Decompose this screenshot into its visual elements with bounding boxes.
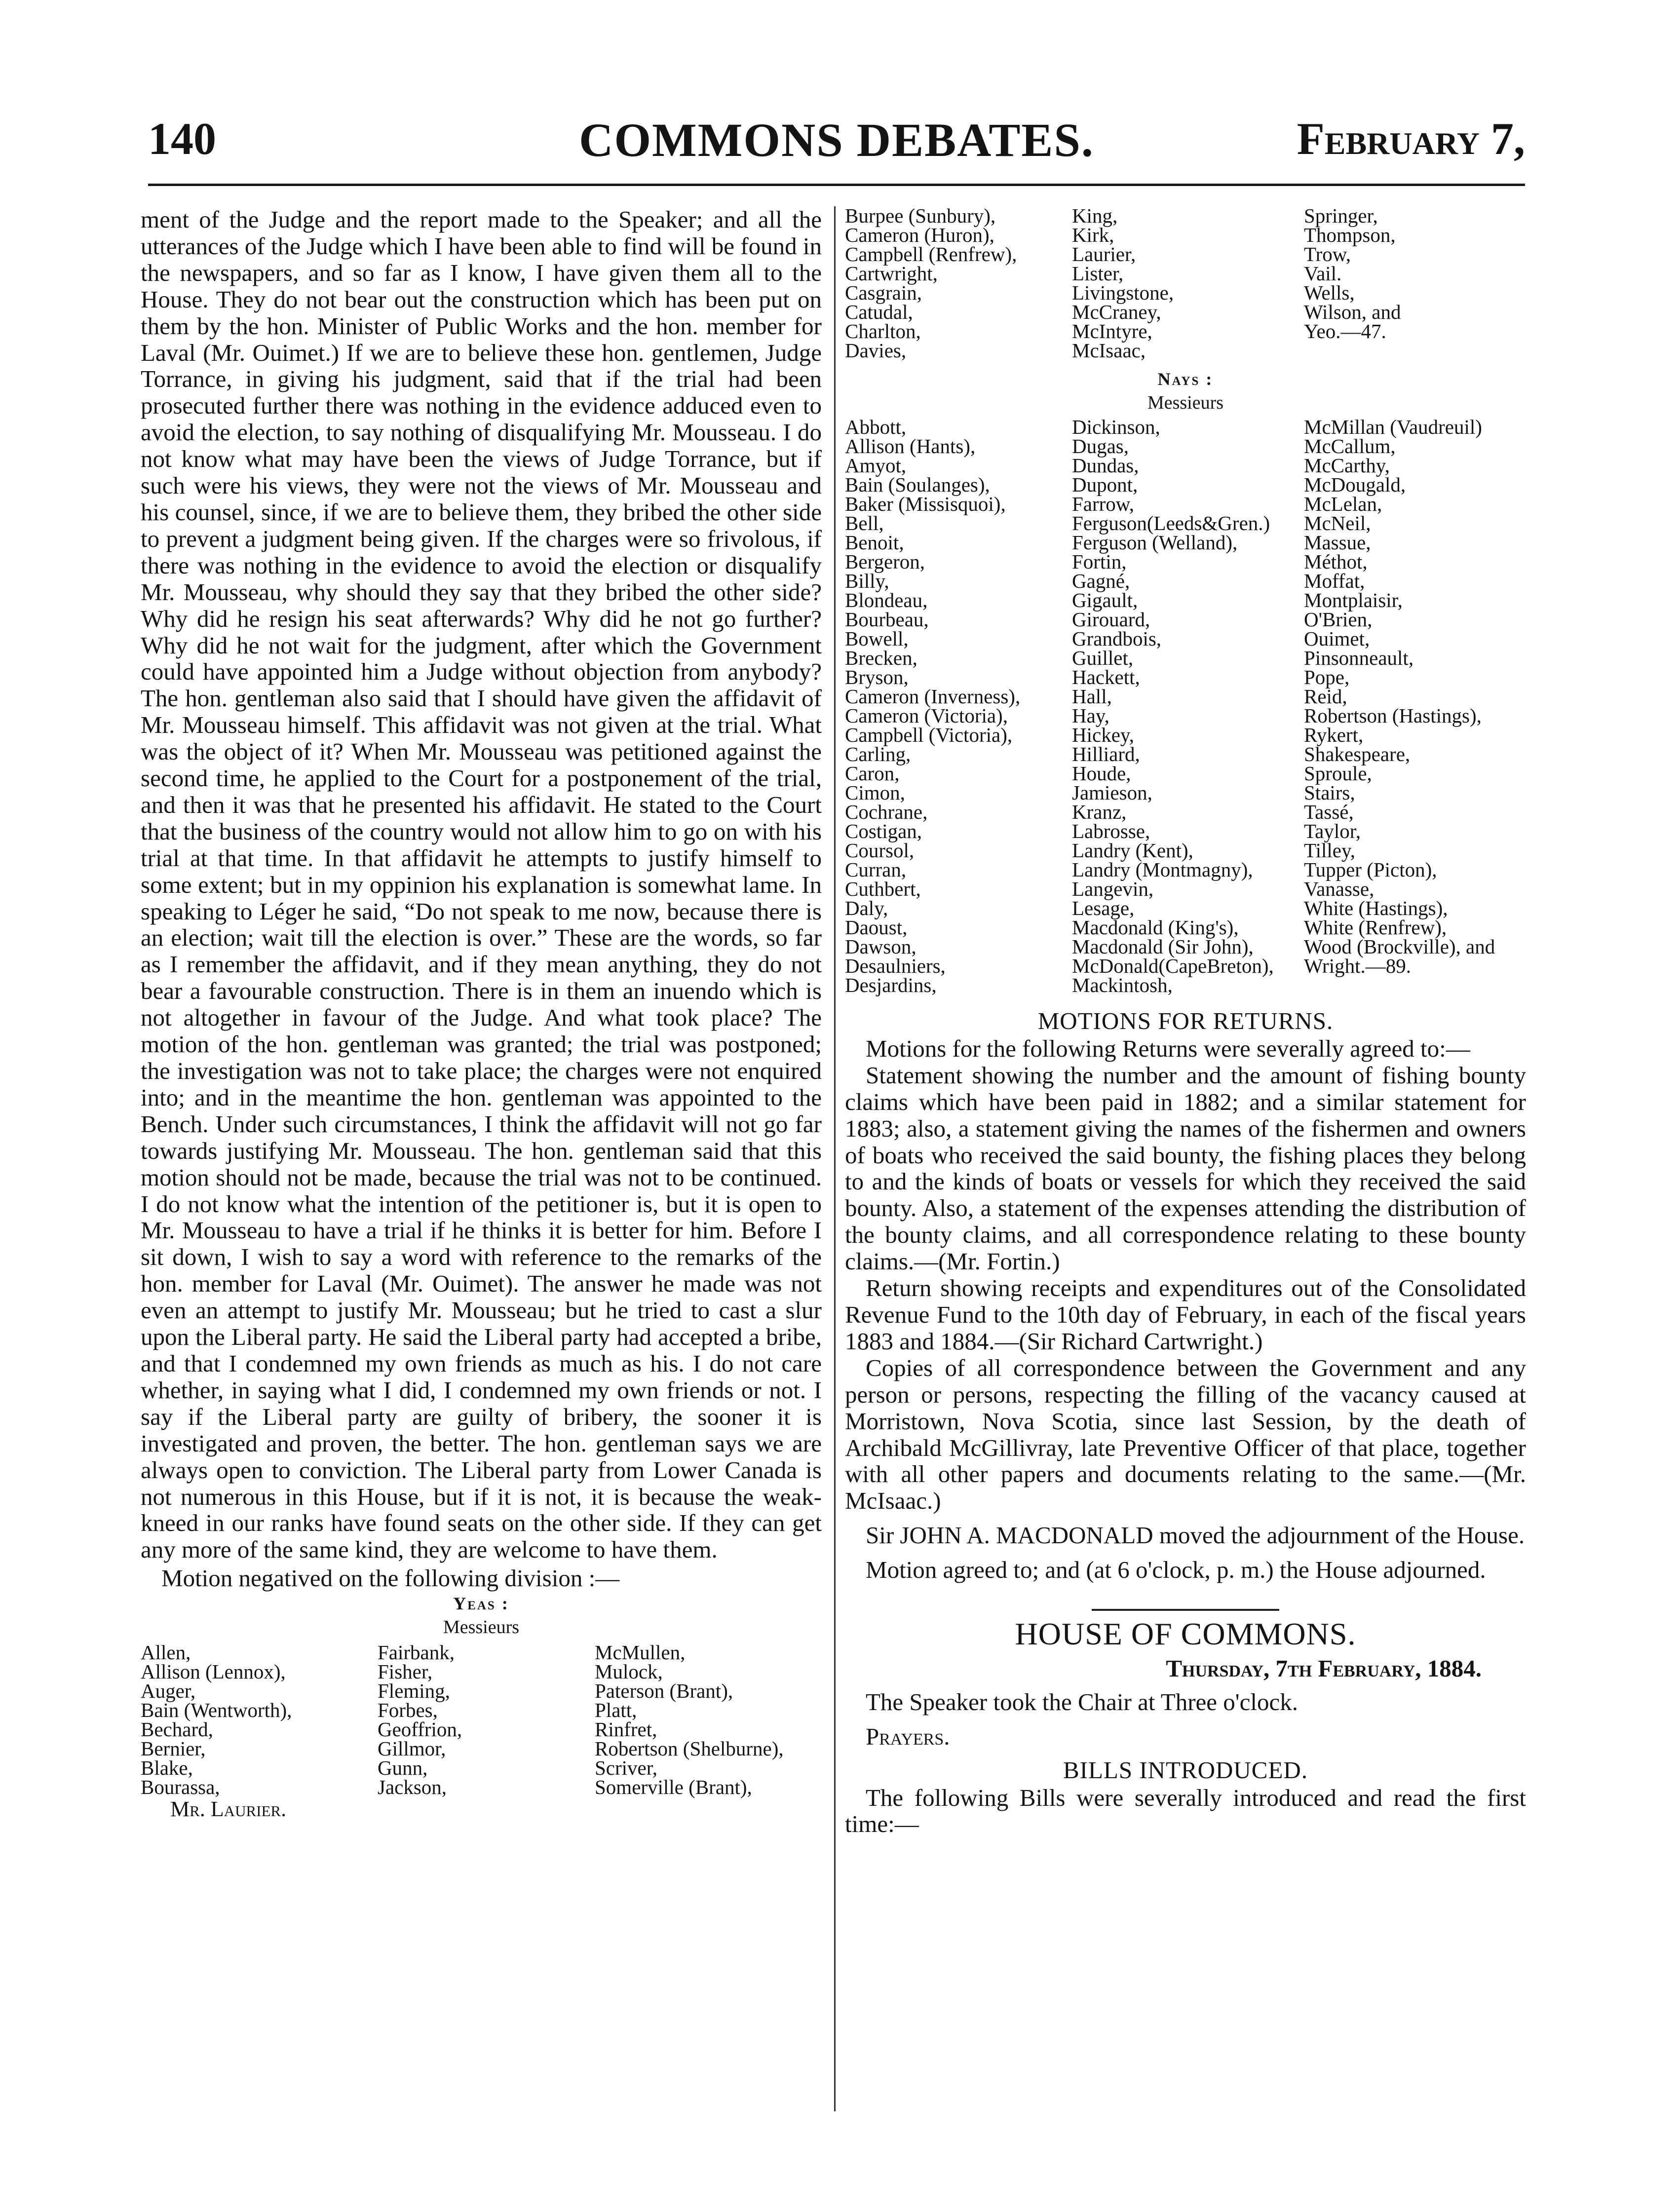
member-name: Hilliard, [1072,743,1140,765]
adjournment-result: Motion agreed to; and (at 6 o'clock, p. m.) the House adjourned. [866,1556,1486,1584]
member-name: Hickey, [1072,724,1134,746]
member-name: Houde, [1072,762,1131,785]
member-name: Cameron (Inverness), [845,685,1021,708]
member-name: Bell, [845,512,884,534]
member-name: Hall, [1072,685,1112,708]
member-name: Charlton, [845,320,921,343]
member-name: Bryson, [845,666,909,688]
column-divider [834,206,836,2111]
member-name: Ferguson(Leeds&Gren.) [1072,512,1270,534]
member-name: Springer, [1304,204,1378,227]
member-name: Cartwright, [845,262,938,285]
member-name: Gunn, [378,1756,428,1780]
returns-heading: MOTIONS FOR RETURNS. [1037,1007,1334,1034]
yeas-heading: Yeas : [453,1594,509,1614]
nays-list [845,418,1526,995]
member-name: Rykert, [1304,724,1364,746]
spacer [845,1715,1526,1723]
member-name: Geoffrion, [378,1718,462,1741]
division-motion-line: Motion negatived on the following division :— [161,1564,620,1592]
member-name: Grandbois, [1072,627,1162,650]
member-name: Dickinson, [1072,416,1160,438]
section-rule [1092,1609,1279,1611]
member-name: Lesage, [1072,897,1135,919]
member-name: McCarthy, [1304,454,1390,477]
nays-heading: Nays : [1157,369,1214,389]
member-name: Daly, [845,897,888,919]
member-name: Amyot, [845,454,907,477]
adjournment-motion: Sir JOHN A. MACDONALD moved the adjournment of the House. [866,1522,1525,1549]
spacer [845,1549,1526,1557]
member-name: Trow, [1304,243,1351,266]
member-name: Pinsonneault, [1304,647,1414,669]
member-name: Scriver, [595,1756,658,1780]
member-name: Mackintosh, [1072,974,1173,996]
page-date: February 7, [1297,114,1525,164]
nays-col-2 [1072,418,1304,995]
nays-messieurs: Messieurs [1147,392,1224,413]
member-name: Tilley, [1304,839,1356,862]
house-heading: HOUSE OF COMMONS. [1015,1616,1356,1652]
right-column [845,206,1526,1837]
member-name: Tupper (Picton), [1304,858,1437,881]
yeas-list-col-1 [141,1643,378,1797]
member-name: Massue, [1304,531,1371,554]
member-name: Wood (Brockville), and [1304,935,1495,958]
member-name: Kranz, [1072,801,1127,823]
member-name: Landry (Kent), [1072,839,1193,862]
member-name: McIsaac, [1072,339,1146,362]
member-name: McCallum, [1304,435,1396,457]
member-name: Hay, [1072,704,1109,727]
member-name: Ouimet, [1304,627,1370,650]
member-name: Rinfret, [595,1718,657,1741]
member-name: Bain (Soulanges), [845,473,990,496]
member-name: Blondeau, [845,589,928,611]
member-name: Sproule, [1304,762,1372,785]
member-name: Auger, [141,1679,196,1703]
member-name: Jamieson, [1072,781,1152,804]
member-name: Jackson, [378,1776,447,1799]
bills-intro: The following Bills were severally introduced and read the first time:— [845,1784,1526,1838]
member-name: Costigan, [845,820,922,842]
yeas-cont-col-1 [845,206,1072,360]
member-name: Campbell (Renfrew), [845,243,1017,266]
member-name: Tassé, [1304,801,1354,823]
member-name: Fortin, [1072,550,1127,573]
member-name: Cameron (Huron), [845,224,994,246]
member-name: Stairs, [1304,781,1355,804]
member-name: Shakespeare, [1304,743,1411,765]
continued-speaker: Mr. Laurier. [170,1797,287,1822]
member-name: Gigault, [1072,589,1138,611]
member-name: Bain (Wentworth), [141,1699,292,1722]
return-paragraph: Return showing receipts and expenditures out of the Consolidated Revenue Fund to the 10th day of February, in each of the fiscal years 1883 and 1884.—(Sir Richard Cartwright.) [845,1274,1526,1355]
yeas-cont-col-3 [1304,206,1526,360]
member-name: Macdonald (King's), [1072,916,1239,939]
member-name: Caron, [845,762,900,785]
member-name: McDonald(CapeBreton), [1072,954,1274,977]
member-name: Cameron (Victoria), [845,704,1008,727]
member-name: Dugas, [1072,435,1129,457]
member-name: McLelan, [1304,493,1382,515]
member-name: Vail. [1304,262,1342,285]
member-name: Robertson (Hastings), [1304,704,1482,727]
member-name: McCraney, [1072,301,1161,323]
member-name: Brecken, [845,647,917,669]
member-name: Dupont, [1072,473,1138,496]
nays-col-1 [845,418,1072,995]
member-name: Vanasse, [1304,877,1375,900]
return-paragraph: Copies of all correspondence between the Government and any person or persons, respecting the filling of the vacancy caused at Morristown, Nova Scotia, since last Session, by the death of Archibald McGillivray, late Preventive Officer of that place, together with all other papers and documents relating to the same.—(Mr. McIsaac.) [845,1354,1526,1515]
member-name: Ferguson (Welland), [1072,531,1238,554]
member-name: Campbell (Victoria), [845,724,1013,746]
member-name: Burpee (Sunbury), [845,204,996,227]
member-name: Pope, [1304,666,1350,688]
member-name: Bourbeau, [845,608,929,631]
member-name: Bergeron, [845,550,925,573]
member-name: Cuthbert, [845,877,921,900]
member-name: Girouard, [1072,608,1150,631]
member-name: Dawson, [845,935,916,958]
member-name: Cochrane, [845,801,928,823]
member-name: King, [1072,204,1118,227]
member-name: Kirk, [1072,224,1114,246]
header-rule [148,184,1525,186]
member-name: Daoust, [845,916,908,939]
member-name: Bourassa, [141,1776,220,1799]
member-name: McDougald, [1304,473,1406,496]
returns-intro: Motions for the following Returns were severally agreed to:— [866,1034,1470,1062]
member-name: Allen, [141,1641,191,1664]
member-name: Bechard, [141,1718,213,1741]
yeas-messieurs: Messieurs [443,1617,520,1638]
member-name: Moffat, [1304,570,1365,592]
member-name: Somerville (Brant), [595,1776,752,1799]
sitting-date: Thursday, 7th February, 1884. [1166,1654,1482,1682]
member-name: Billy, [845,570,889,592]
member-name: Cimon, [845,781,905,804]
member-name: Allison (Lennox), [141,1660,286,1683]
member-name: Baker (Missisquoi), [845,493,1006,515]
yeas-list-left [141,1643,822,1797]
member-name: Méthot, [1304,550,1368,573]
left-column [141,206,822,1822]
yeas-cont-col-2 [1072,206,1304,360]
member-name: Wells, [1304,281,1355,304]
member-name: Carling, [845,743,911,765]
member-name: Forbes, [378,1699,438,1722]
member-name: Desaulniers, [845,954,946,977]
member-name: McMullen, [595,1641,686,1664]
member-name: Allison (Hants), [845,435,976,457]
member-name: Fairbank, [378,1641,455,1664]
member-name: Landry (Montmagny), [1072,858,1253,881]
bills-heading: BILLS INTRODUCED. [1063,1756,1308,1784]
member-name: McIntyre, [1072,320,1152,343]
member-name: Livingstone, [1072,281,1174,304]
member-name: Bowell, [845,627,909,650]
member-name: Taylor, [1304,820,1361,842]
member-name: Farrow, [1072,493,1135,515]
member-name: Casgrain, [845,281,922,304]
yeas-list-col-3 [595,1643,822,1797]
member-name: Davies, [845,339,907,362]
member-name: Platt, [595,1699,637,1722]
member-name: Catudal, [845,301,913,323]
prayers-line: Prayers. [866,1722,950,1750]
member-name: Mulock, [595,1660,663,1683]
speech-paragraph: ment of the Judge and the report made to the Speaker; and all the utterances of the Judge which I have been able to find will be found in the newspapers, and so far as I know, I have given them all to the House. They do not bear out the construction which has been put on them by the hon. Minister of Public Works and the hon. member for Laval (Mr. Ouimet.) If we are to believe these hon. gentlemen, Judge Torrance, in giving his judgment, said that if the trial had been prosecuted further there was nothing in the evidence adduced even to avoid the election, to say nothing of disqualifying Mr. Mousseau. I do not know what may have been the views of Judge Torrance, but if such were his views, they were not the views of Mr. Mousseau and his counsel, since, if we are to believe them, they bribed the other side to prevent a judgment being given. If the charges were so frivolous, if there was nothing in the evidence to avoid the election or disqualify Mr. Mousseau, why should they say that they bribed the other side? Why did he resign his seat afterwards? Why did he not go further? Why did he not wait for the judgment, after which the Government could have appointed him a Judge without objection from anybody? The hon. gentleman also said that I should have given the affidavit of Mr. Mousseau himself. This affidavit was not given at the trial. What was the object of it? When Mr. Mousseau was petitioned against the second time, he applied to the Court for a postponement of the trial, and then it was that he presented his affidavit. He stated to the Court that the business of the country would not allow him to go on with his trial at that time. In that affidavit he attempts to justify himself to some extent; but in my oppinion his explanation is somewhat lame. In speaking to Léger he said, “Do not speak to me now, because there is an election; wait till the election is over.” These are the words, so far as I remember the affidavit, and if they mean anything, they do not bear a favourable construction. There is in them an inuendo which is not altogether in favour of the Judge. And what took place? The motion of the hon. gentleman was granted; the trial was postponed; the investigation was not to take place; the charges were not enquired into; and in the meantime the hon. gentleman was appointed to the Bench. Under such circumstances, I think the affidavit will not go far towards justifying Mr. Mousseau. The hon. gentleman said that this motion should not be made, because the trial was not to be continued. I do not know what the intention of the petitioner is, but it is open to Mr. Mousseau to have a trial if he thinks it is better for him. Before I sit down, I wish to say a word with reference to the remarks of the hon. member for Laval (Mr. Ouimet). The answer he made was not even an attempt to justify Mr. Mousseau; but he tried to cast a slur upon the Liberal party. He said the Liberal party had accepted a bribe, and that I condemned my own friends as much as his. I do not care whether, in saying what I did, I condemned my own friends or not. I say if the Liberal party are guilty of bribery, the sooner it is investigated and proven, the better. The hon. gentleman says we are always open to conviction. The Liberal party from Lower Canada is not numerous in this House, but if it is not, it is because the weak-kneed in our ranks have found seats on the other side. If they can get any more of the same kind, they are welcome to have them. [141,206,822,1563]
member-name: Robertson (Shelburne), [595,1737,784,1760]
yeas-list-continued [845,206,1526,360]
member-name: Thompson, [1304,224,1396,246]
page-number: 140 [148,114,216,164]
member-name: Macdonald (Sir John), [1072,935,1254,958]
member-name: Labrosse, [1072,820,1150,842]
page-title: COMMONS DEBATES. [579,114,1094,166]
member-name: McMillan (Vaudreuil) [1304,416,1482,438]
member-name: Guillet, [1072,647,1134,669]
member-name: Curran, [845,858,907,881]
member-name: Yeo.—47. [1304,320,1386,343]
member-name: Benoit, [845,531,904,554]
member-name: Montplaisir, [1304,589,1403,611]
nays-col-3 [1304,418,1526,995]
member-name: Fleming, [378,1679,450,1703]
return-paragraph: Statement showing the number and the amount of fishing bounty claims which have been paid in 1882; and a similar statement for 1883; also, a statement giving the names of the fishermen and owners of boats who received the said bounty, the fishing places they belong to and the kinds of boats or vessels for which they received the said bounty. Also, a statement of the expenses attending the distribution of the bounty claims, and all correspondence relating to these bounty claims.—(Mr. Fortin.) [845,1061,1526,1275]
member-name: Dundas, [1072,454,1139,477]
speaker-line: The Speaker took the Chair at Three o'clock. [866,1688,1298,1715]
page-header [148,113,1525,177]
member-name: McNeil, [1304,512,1371,534]
member-name: Wright.—89. [1304,954,1411,977]
member-name: Wilson, and [1304,301,1401,323]
spacer [845,1514,1526,1522]
member-name: Bernier, [141,1737,206,1760]
member-name: Langevin, [1072,877,1154,900]
member-name: Lister, [1072,262,1124,285]
member-name: Abbott, [845,416,907,438]
member-name: Desjardins, [845,974,937,996]
member-name: O'Brien, [1304,608,1373,631]
member-name: Fisher, [378,1660,433,1683]
member-name: Blake, [141,1756,193,1780]
member-name: Reid, [1304,685,1347,708]
member-name: Paterson (Brant), [595,1679,733,1703]
member-name: Gillmor, [378,1737,446,1760]
yeas-list-col-2 [378,1643,595,1797]
member-name: White (Hastings), [1304,897,1448,919]
member-name: White (Renfrew), [1304,916,1447,939]
member-name: Hackett, [1072,666,1140,688]
member-name: Coursol, [845,839,915,862]
member-name: Laurier, [1072,243,1136,266]
member-name: Gagné, [1072,570,1130,592]
